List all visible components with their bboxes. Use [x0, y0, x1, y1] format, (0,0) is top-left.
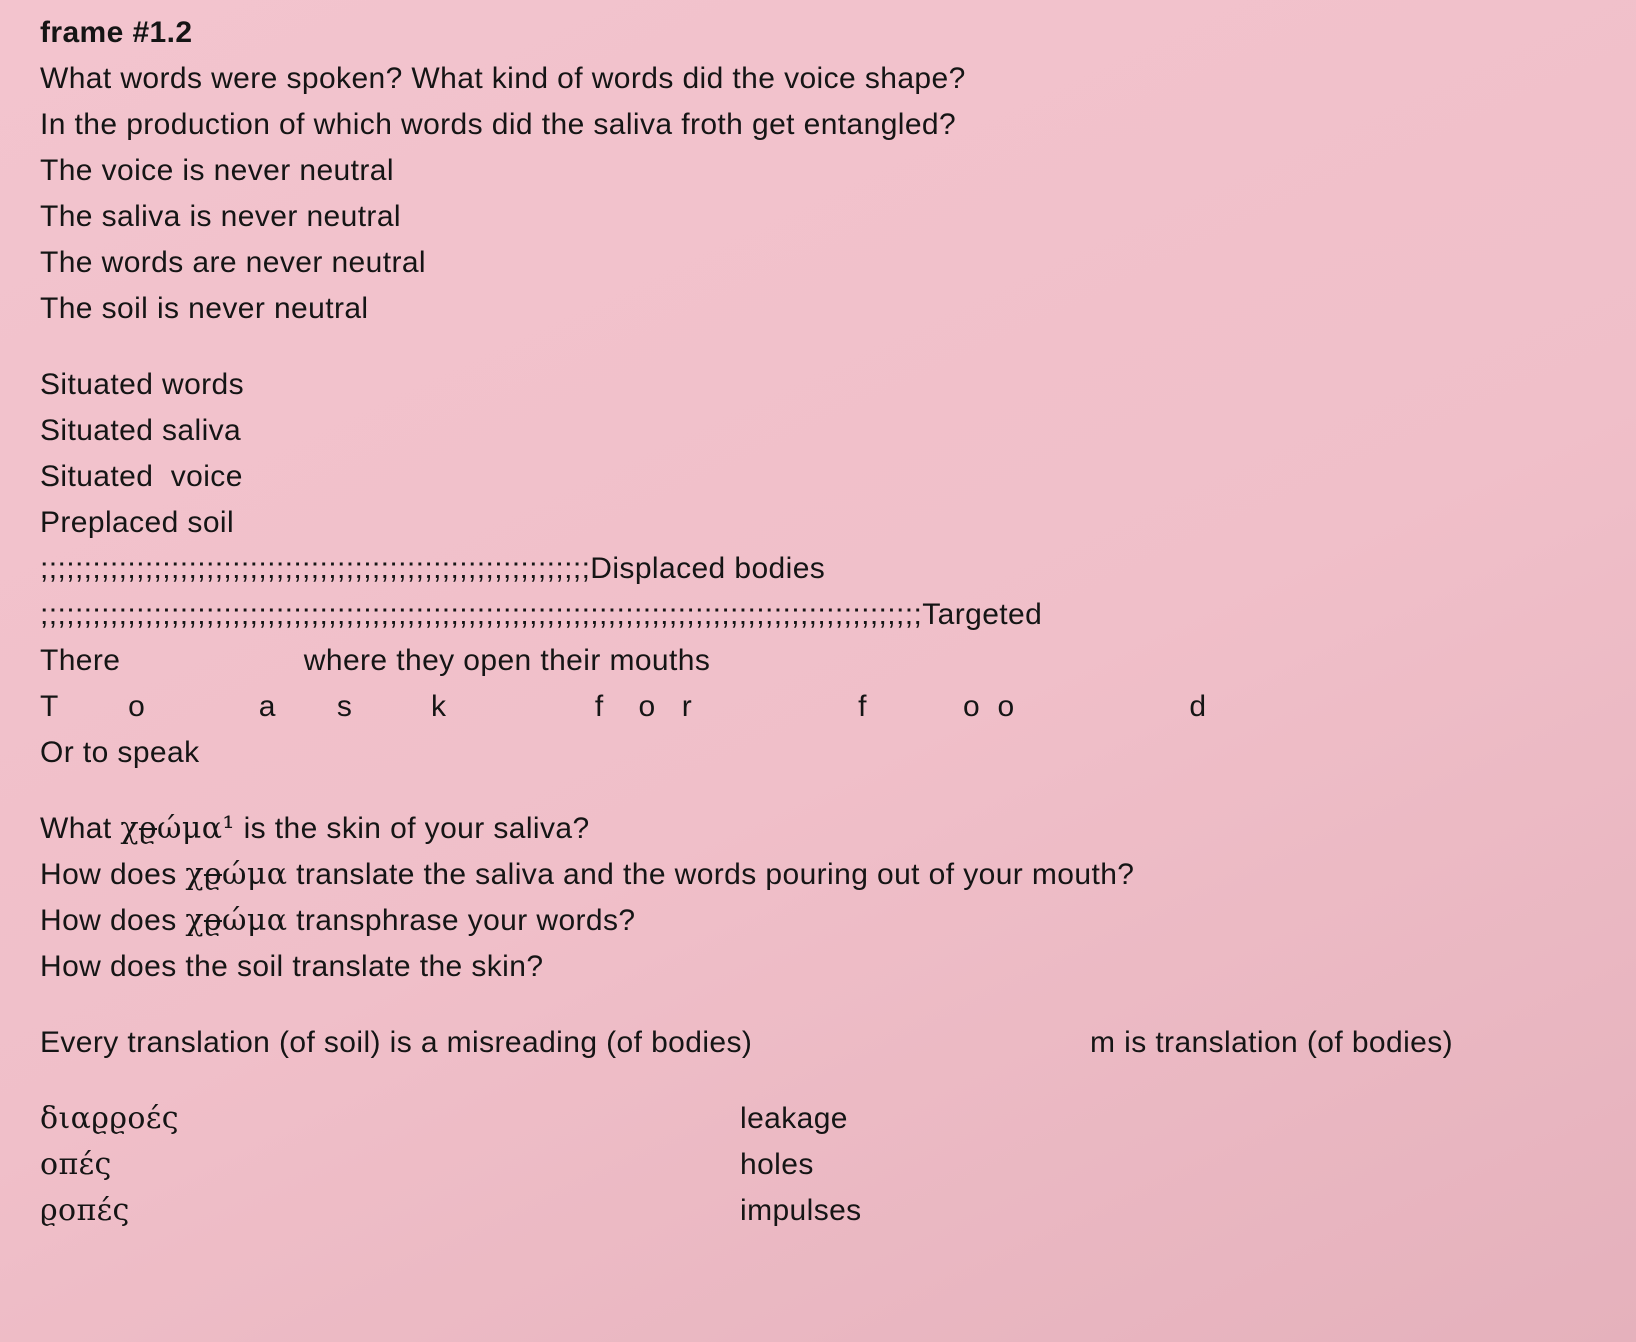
- text-segment: ϱ: [203, 857, 222, 892]
- text-line: [40, 194, 1636, 240]
- text-line: [40, 730, 1636, 776]
- glossary-english-term: impulses: [740, 1194, 862, 1227]
- text-line: [40, 944, 1636, 990]
- text-segment: The saliva is never neutral: [40, 200, 401, 233]
- text-segment: ;;;;;;;;;;;;;;;;;;;;;;;;;;;;;;;;;;;;;;;;;;;;;;;;;;;;;;;;;;;;;;;;;;;;;;;;;;;;;;;;;;;;;;;;;;;;;;;;;;;;;Targeted: [40, 598, 1043, 631]
- glossary-english-term: leakage: [740, 1102, 848, 1135]
- text-line: [40, 10, 1636, 56]
- text-segment: translate the saliva and the words pouring out of your mouth?: [287, 858, 1135, 891]
- text-segment: Situated voice: [40, 460, 243, 493]
- text-line: [40, 1188, 1636, 1234]
- text-line: [40, 806, 1636, 852]
- text-line: [40, 148, 1636, 194]
- text-segment: The voice is never neutral: [40, 154, 394, 187]
- text-line: [40, 1142, 1636, 1188]
- text-segment: is the skin of your saliva?: [234, 812, 590, 845]
- text-segment: ϱ: [138, 811, 157, 846]
- text-line: [40, 102, 1636, 148]
- text-line: [40, 546, 1636, 592]
- text-line: [40, 1020, 1636, 1066]
- text-segment: The soil is never neutral: [40, 292, 369, 325]
- text-segment: What words were spoken? What kind of words did the voice shape?: [40, 62, 966, 95]
- text-segment: Or to speak: [40, 736, 200, 769]
- text-line: [40, 454, 1636, 500]
- text-segment: ώμα: [221, 857, 288, 892]
- text-segment: How does: [40, 904, 186, 937]
- text-line: [40, 852, 1636, 898]
- text-segment: Every translation (of soil) is a misreading (of bodies): [40, 1026, 753, 1059]
- text-segment: How does the soil translate the skin?: [40, 950, 544, 983]
- glossary-english-term: holes: [740, 1148, 814, 1181]
- text-segment: T o a s k f o r f o o d: [40, 690, 1207, 723]
- text-line: [40, 286, 1636, 332]
- glossary-greek-term: οπές: [40, 1147, 112, 1182]
- text-segment: ϱ: [203, 903, 222, 938]
- text-segment: χ: [185, 903, 204, 938]
- text-segment: ;;;;;;;;;;;;;;;;;;;;;;;;;;;;;;;;;;;;;;;;;;;;;;;;;;;;;;;;;;;;;;;Displaced bodies: [40, 552, 826, 585]
- text-line: [40, 500, 1636, 546]
- text-segment: m is translation (of bodies): [1090, 1026, 1454, 1059]
- text-segment: ώμα¹: [157, 811, 235, 846]
- text-segment: Situated saliva: [40, 414, 242, 447]
- frame-title: frame #1.2: [40, 16, 193, 49]
- situated-block: [40, 362, 1636, 776]
- chroma-block: [40, 806, 1636, 990]
- glossary-block: [40, 1096, 1636, 1234]
- text-segment: χ: [120, 811, 139, 846]
- text-line: [40, 638, 1636, 684]
- text-line: [40, 684, 1636, 730]
- text-segment: transphrase your words?: [287, 904, 636, 937]
- translation-block: [40, 1020, 1636, 1066]
- text-segment: Situated words: [40, 368, 245, 401]
- text-line: [40, 898, 1636, 944]
- intro-block: [40, 10, 1636, 332]
- text-segment: The words are never neutral: [40, 246, 426, 279]
- text-segment: There where they open their mouths: [40, 644, 711, 677]
- text-segment: Preplaced soil: [40, 506, 235, 539]
- text-segment: What: [40, 812, 121, 845]
- text-segment: χ: [185, 857, 204, 892]
- text-line: [40, 56, 1636, 102]
- text-line: [40, 408, 1636, 454]
- text-segment: How does: [40, 858, 186, 891]
- text-line: [40, 592, 1636, 638]
- text-line: [40, 1096, 1636, 1142]
- text-line: [40, 240, 1636, 286]
- text-line: [40, 362, 1636, 408]
- glossary-greek-term: διαϱϱοές: [40, 1101, 179, 1136]
- text-segment: In the production of which words did the saliva froth get entangled?: [40, 108, 957, 141]
- glossary-greek-term: ϱοπές: [40, 1193, 130, 1228]
- text-segment: ώμα: [221, 903, 288, 938]
